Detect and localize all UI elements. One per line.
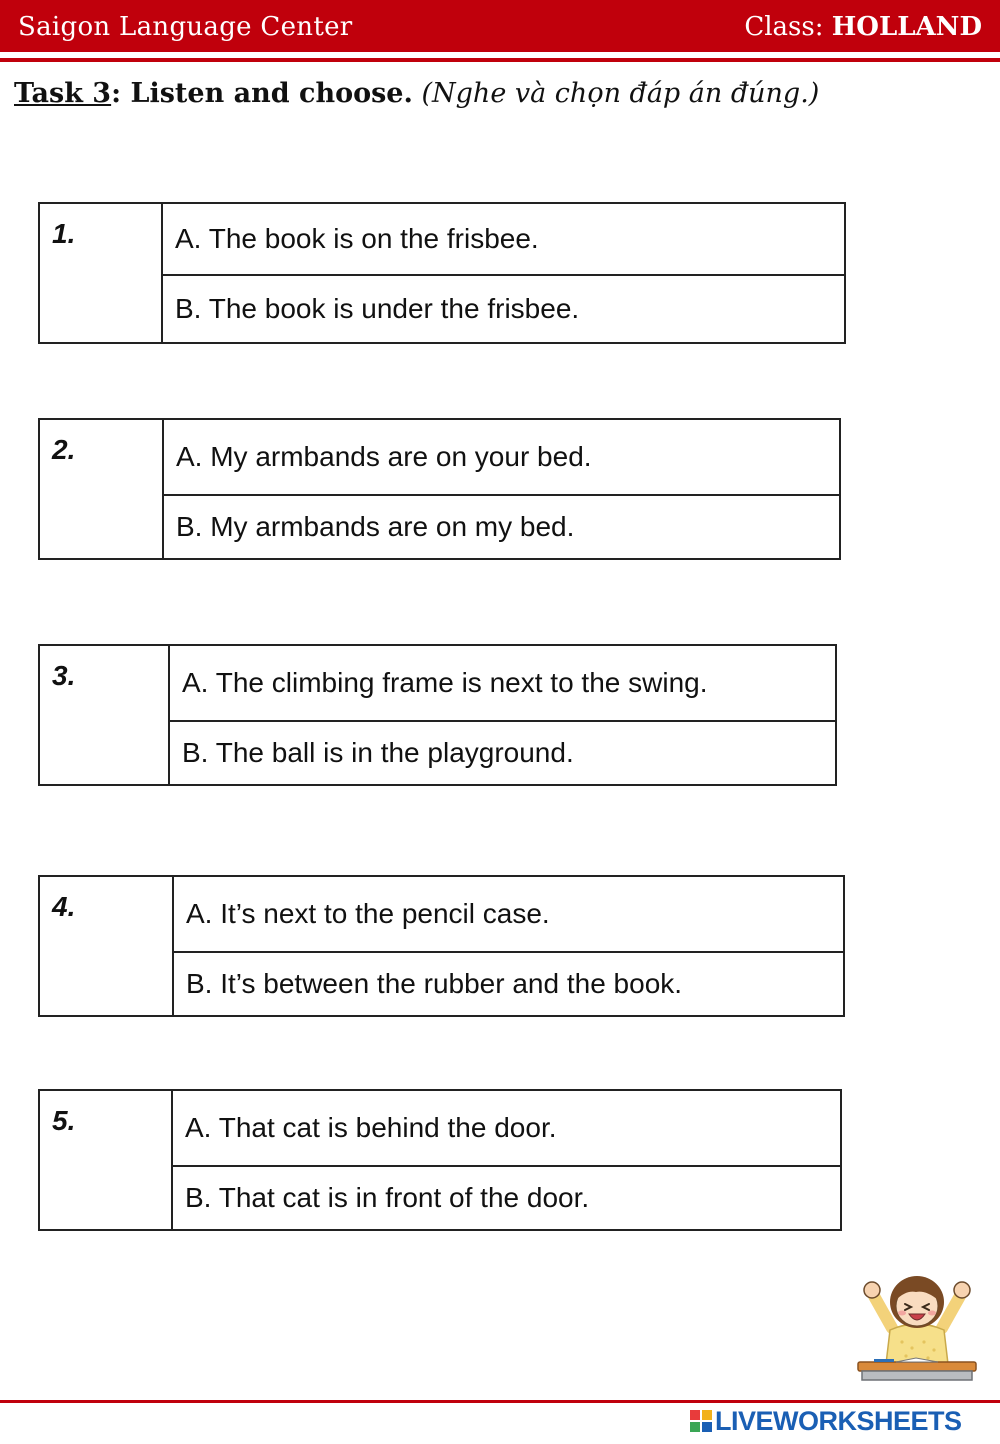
- question-table: [38, 875, 845, 1017]
- header-divider: [0, 58, 1000, 62]
- task-instruction: Listen and choose.: [130, 78, 413, 109]
- question-table: [38, 1089, 842, 1231]
- question-number: 5.: [39, 1090, 172, 1230]
- question-number: 4.: [39, 876, 173, 1016]
- option-a[interactable]: A. My armbands are on your bed.: [163, 419, 840, 495]
- happy-child-at-desk-icon: [852, 1266, 982, 1384]
- option-a[interactable]: A. The climbing frame is next to the swing.: [169, 645, 836, 721]
- header-bar: [0, 0, 1000, 52]
- center-name: Saigon Language Center: [18, 12, 353, 42]
- class-label: [744, 12, 982, 42]
- class-prefix: Class:: [744, 12, 832, 42]
- logo-text: LIVEWORKSHEETS: [715, 1405, 962, 1436]
- option-a[interactable]: A. The book is on the frisbee.: [162, 203, 845, 275]
- class-name: HOLLAND: [831, 12, 982, 42]
- question-table: [38, 418, 841, 560]
- question-number: 2.: [39, 419, 163, 559]
- task-separator: :: [111, 78, 131, 109]
- task-number: Task 3: [14, 78, 112, 109]
- task-translation: (Nghe và chọn đáp án đúng.): [421, 78, 820, 109]
- option-a[interactable]: A. It’s next to the pencil case.: [173, 876, 844, 952]
- question-number: 3.: [39, 645, 169, 785]
- option-a[interactable]: A. That cat is behind the door.: [172, 1090, 841, 1166]
- question-number: 1.: [39, 203, 162, 343]
- option-b[interactable]: B. It’s between the rubber and the book.: [173, 952, 844, 1016]
- liveworksheets-logo-icon: [690, 1410, 712, 1432]
- option-b[interactable]: B. The ball is in the playground.: [169, 721, 836, 785]
- question-table: [38, 202, 846, 344]
- option-b[interactable]: B. My armbands are on my bed.: [163, 495, 840, 559]
- task-title: [14, 78, 819, 109]
- liveworksheets-logo: [690, 1403, 962, 1439]
- option-b[interactable]: B. That cat is in front of the door.: [172, 1166, 841, 1230]
- option-b[interactable]: B. The book is under the frisbee.: [162, 275, 845, 343]
- question-table: [38, 644, 837, 786]
